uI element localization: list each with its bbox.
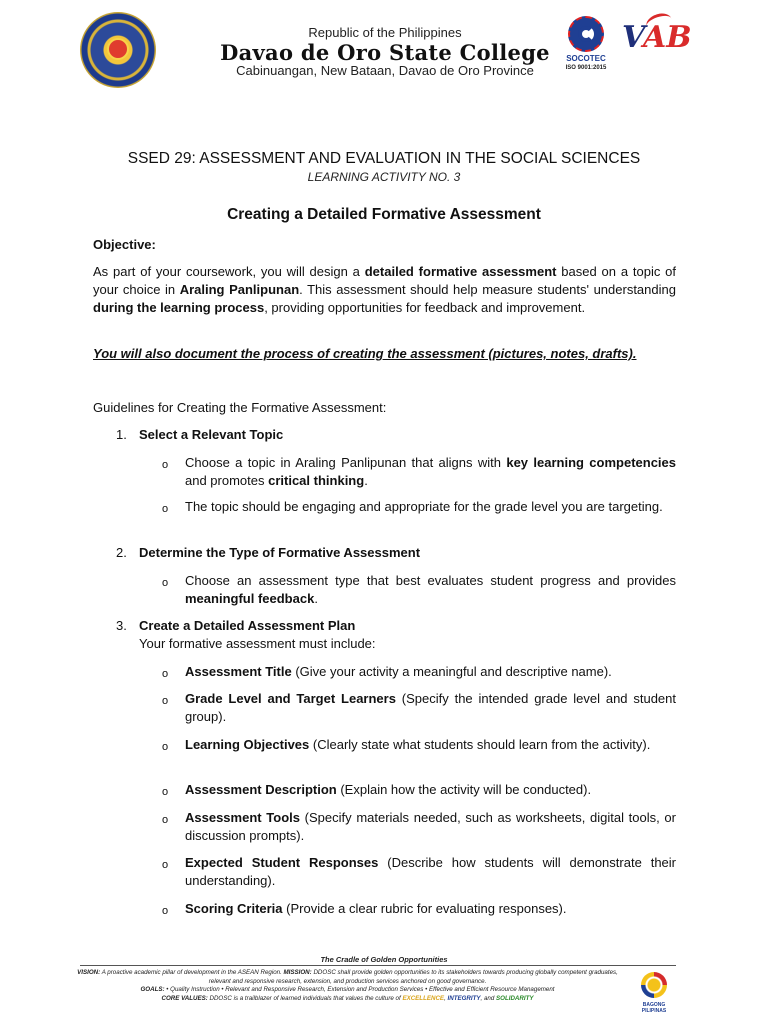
step-1-bullet-1: Choose a topic in Araling Panlipunan that aligns with key learning competencies and promotes critical thinking. xyxy=(185,455,676,488)
plan-item: Expected Student Responses (Describe how students will demonstrate their understanding). xyxy=(185,855,676,888)
step-3-number: 3. xyxy=(116,618,127,633)
bagong-pilipinas-logo xyxy=(632,970,676,1018)
step-2-number: 2. xyxy=(116,545,127,560)
footer-divider xyxy=(80,965,676,966)
socotec-logo xyxy=(560,14,612,86)
document-title: Creating a Detailed Formative Assessment xyxy=(227,206,541,223)
bullet-icon: o xyxy=(162,503,169,515)
step-3-subtitle: Your formative assessment must include: xyxy=(139,636,376,651)
bullet-icon: o xyxy=(162,741,169,753)
plan-item: Assessment Description (Explain how the activity will be conducted). xyxy=(185,782,592,797)
header-republic: Republic of the Philippines xyxy=(308,25,462,40)
bullet-icon: o xyxy=(162,859,169,871)
step-1-title: Select a Relevant Topic xyxy=(139,427,284,442)
socotec-label: SOCOTEC xyxy=(566,54,606,63)
step-2-title: Determine the Type of Formative Assessment xyxy=(139,545,421,560)
activity-number: LEARNING ACTIVITY NO. 3 xyxy=(307,170,461,184)
step-2-bullet-1: Choose an assessment type that best evaluates student progress and provides meaningful feedback. xyxy=(185,573,676,606)
guidelines-heading: Guidelines for Creating the Formative Assessment: xyxy=(93,400,387,415)
bullet-icon: o xyxy=(162,577,169,589)
bullet-icon: o xyxy=(162,695,169,707)
objective-heading: Objective: xyxy=(93,237,156,252)
bullet-icon: o xyxy=(162,668,169,680)
iso-label: ISO 9001:2015 xyxy=(565,65,607,71)
bullet-icon: o xyxy=(162,814,169,826)
footer-tagline: The Cradle of Golden Opportunities xyxy=(320,955,448,964)
bullet-icon: o xyxy=(162,459,169,471)
plan-item: Grade Level and Target Learners (Specify the intended grade level and student group). xyxy=(185,691,677,724)
bullet-icon: o xyxy=(162,905,169,917)
plan-item: Scoring Criteria (Provide a clear rubric for evaluating responses). xyxy=(185,901,567,916)
vab-logo: VAB xyxy=(620,14,680,86)
bagong-pilipinas-label: BAGONG PILIPINAS xyxy=(641,1002,667,1014)
college-seal-logo xyxy=(80,12,156,88)
documentation-note: You will also document the process of creating the assessment (pictures, notes, drafts). xyxy=(93,346,637,361)
plan-item: Learning Objectives (Clearly state what students should learn from the activity). xyxy=(185,737,651,752)
course-title: SSED 29: ASSESSMENT AND EVALUATION IN THE SOCIAL SCIENCES xyxy=(127,150,641,167)
bullet-icon: o xyxy=(162,786,169,798)
plan-item: Assessment Title (Give your activity a meaningful and descriptive name). xyxy=(185,664,612,679)
step-1-number: 1. xyxy=(116,427,127,442)
header-address: Cabinuangan, New Bataan, Davao de Oro Province xyxy=(236,63,534,78)
header-college-name: Davao de Oro State College xyxy=(220,40,550,65)
objective-paragraph: As part of your coursework, you will design a detailed formative assessment based on a topic of your choice in Araling Panlipunan. This assessment should help measure students' understanding during the learning process, providing opportunities for feedback and improvement. xyxy=(93,264,676,315)
step-3-title: Create a Detailed Assessment Plan xyxy=(139,618,356,633)
plan-item: Assessment Tools (Specify materials needed, such as worksheets, digital tools, or discussion prompts). xyxy=(185,810,676,843)
step-1-bullet-2: The topic should be engaging and appropriate for the grade level you are targeting. xyxy=(185,499,663,514)
footer-vision-mission: VISION: A proactive academic pillar of development in the ASEAN Region. MISSION: DDOSC shall provide golden opportunities to its stakeholders towards producing globally competent graduates, relevant and responsive research, extension, and production services anchored on good governance. GOALS: • Quality Instruction • Relevant and Responsive Research, Extension and Production Services • Effective and Efficient Resource Management CORE VALUES: DDOSC is a trailblazer of learned individuals that values the culture of EXCELLENCE, INTEGRITY, and SOLIDARITY xyxy=(77,969,618,1002)
